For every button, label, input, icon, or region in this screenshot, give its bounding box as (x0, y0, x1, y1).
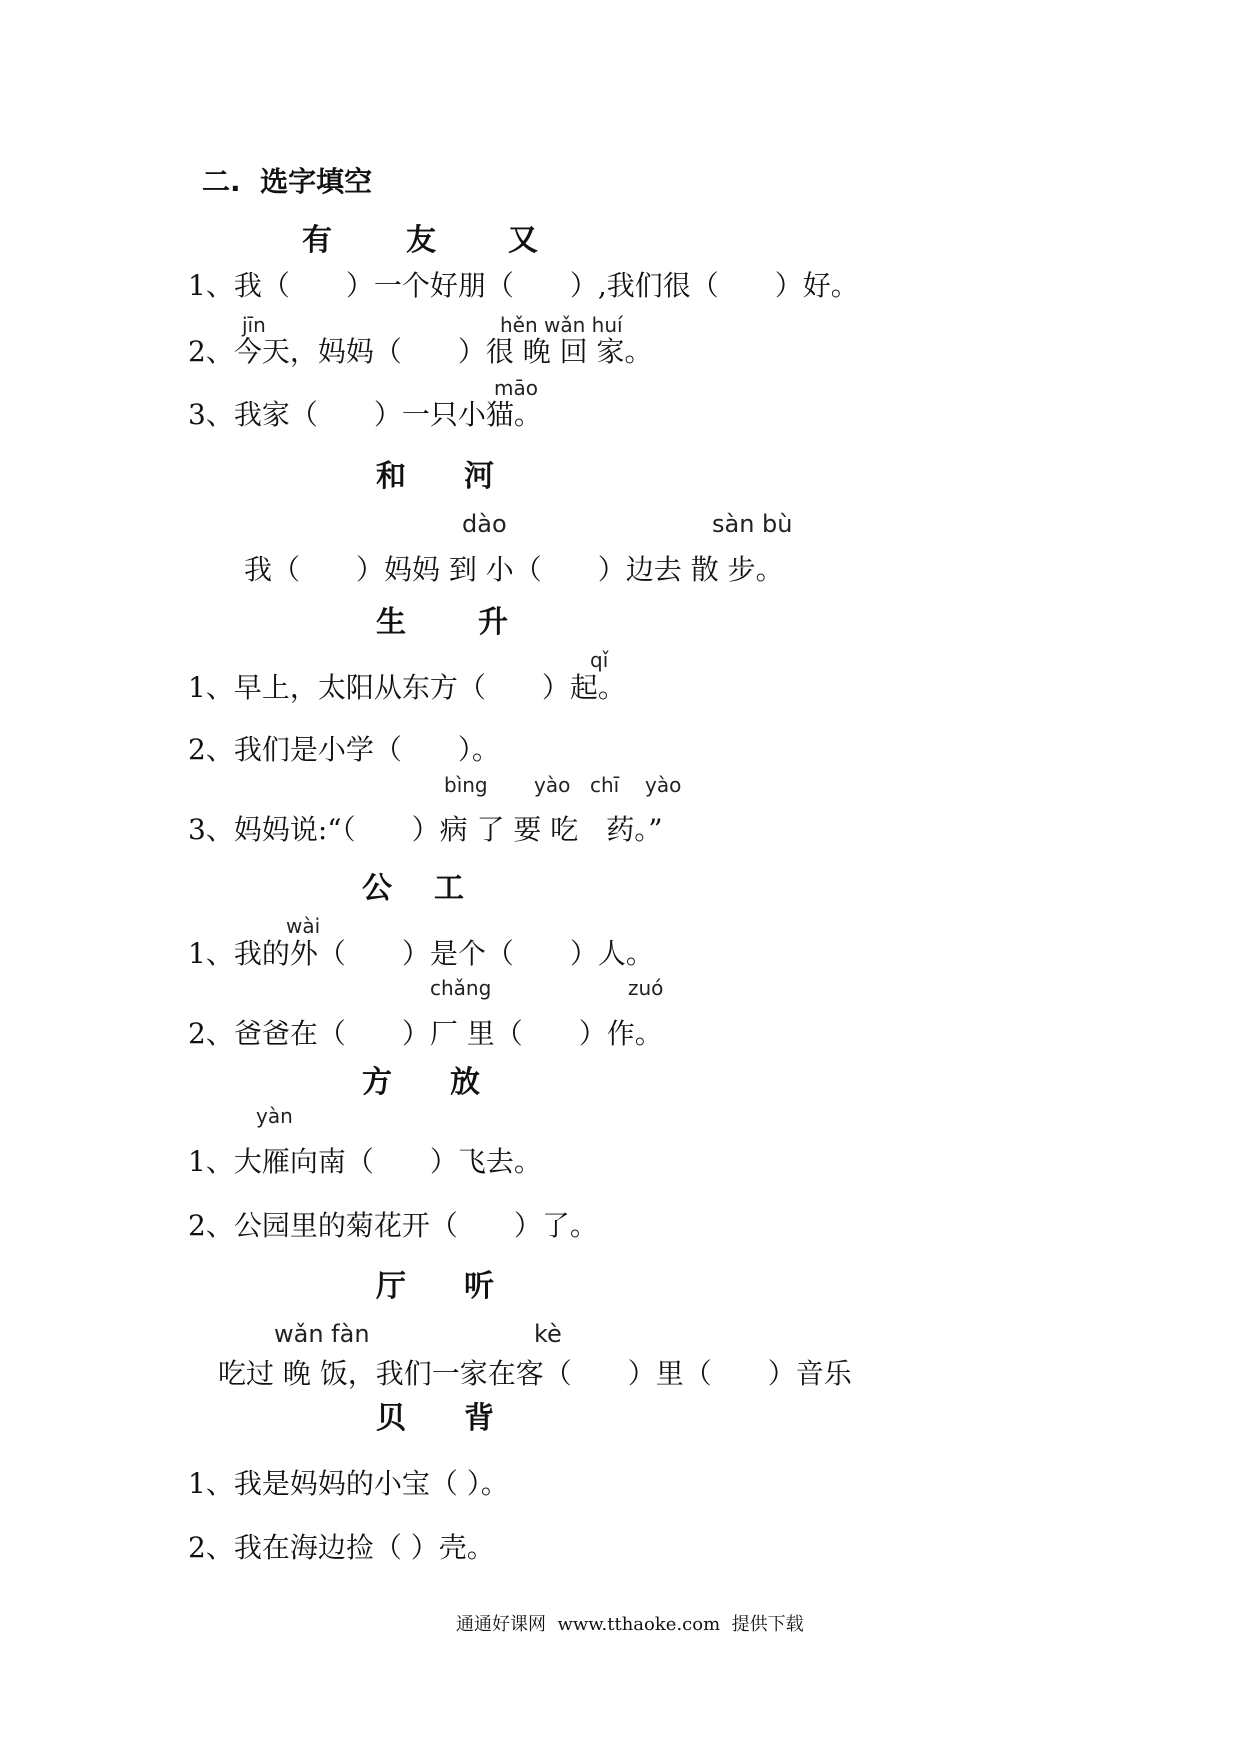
pinyin: wài (286, 914, 321, 938)
exercise-line: 3、妈妈说:“（ ）病 了 要 吃 药。” (188, 813, 663, 846)
choice-char: 厅 (376, 1269, 406, 1304)
exercise-line: 1、我（ ）一个好朋（ ）,我们很（ ）好。 (188, 269, 859, 302)
choice-char: 贝 (376, 1401, 406, 1436)
exercise-line: 我（ ）妈妈 到 小（ ）边去 散 步。 (244, 553, 784, 586)
exercise-line: 3、我家（ ）一只小猫。 (188, 398, 542, 431)
footer-credit: 通通好课网 www.tthaoke.com 提供下载 (456, 1614, 804, 1635)
pinyin: zuó (628, 976, 664, 1000)
pinyin: chǎng (430, 976, 492, 1000)
exercise-line: 吃过 晚 饭，我们一家在客（ ）里（ ）音乐 (218, 1357, 852, 1390)
exercise-line: 2、今天，妈妈（ ）很 晚 回 家。 (188, 335, 653, 368)
choice-char: 升 (478, 605, 508, 640)
choice-char: 河 (464, 459, 494, 494)
exercise-line: 2、我们是小学（ ）。 (188, 733, 500, 766)
pinyin: sàn bù (712, 510, 793, 538)
pinyin: qǐ (590, 648, 609, 672)
exercise-line: 1、我是妈妈的小宝（ ）。 (188, 1467, 509, 1500)
choice-char: 友 (406, 223, 436, 258)
choice-char: 背 (464, 1401, 494, 1436)
choice-char: 有 (302, 223, 332, 258)
pinyin: kè (534, 1320, 562, 1348)
choice-char: 听 (464, 1269, 494, 1304)
choice-char: 生 (376, 605, 406, 640)
exercise-line: 2、爸爸在（ ）厂 里（ ）作。 (188, 1017, 663, 1050)
pinyin: hěn wǎn huí (500, 313, 623, 337)
choice-char: 公 (362, 871, 392, 906)
choice-char: 和 (376, 459, 406, 494)
pinyin: bìng (444, 773, 488, 797)
exercise-line: 1、大雁向南（ ）飞去。 (188, 1145, 542, 1178)
exercise-line: 2、我在海边捡（ ）壳。 (188, 1531, 495, 1564)
pinyin: dào (462, 510, 507, 538)
exercise-line: 1、我的外（ ）是个（ ）人。 (188, 937, 654, 970)
pinyin: yàn (256, 1104, 293, 1128)
choice-char: 又 (508, 223, 538, 258)
pinyin: māo (494, 376, 538, 400)
choice-char: 方 (362, 1065, 392, 1100)
pinyin: chī (590, 773, 620, 797)
choice-char: 工 (434, 871, 464, 906)
pinyin: yào (534, 773, 571, 797)
choice-char: 放 (450, 1065, 480, 1100)
pinyin: wǎn fàn (274, 1320, 370, 1348)
exercise-line: 1、早上，太阳从东方（ ）起。 (188, 671, 626, 704)
pinyin: yào (645, 773, 682, 797)
section-title: 二. 选字填空 (202, 165, 373, 198)
exercise-line: 2、公园里的菊花开（ ）了。 (188, 1209, 598, 1242)
pinyin: jīn (242, 313, 266, 337)
